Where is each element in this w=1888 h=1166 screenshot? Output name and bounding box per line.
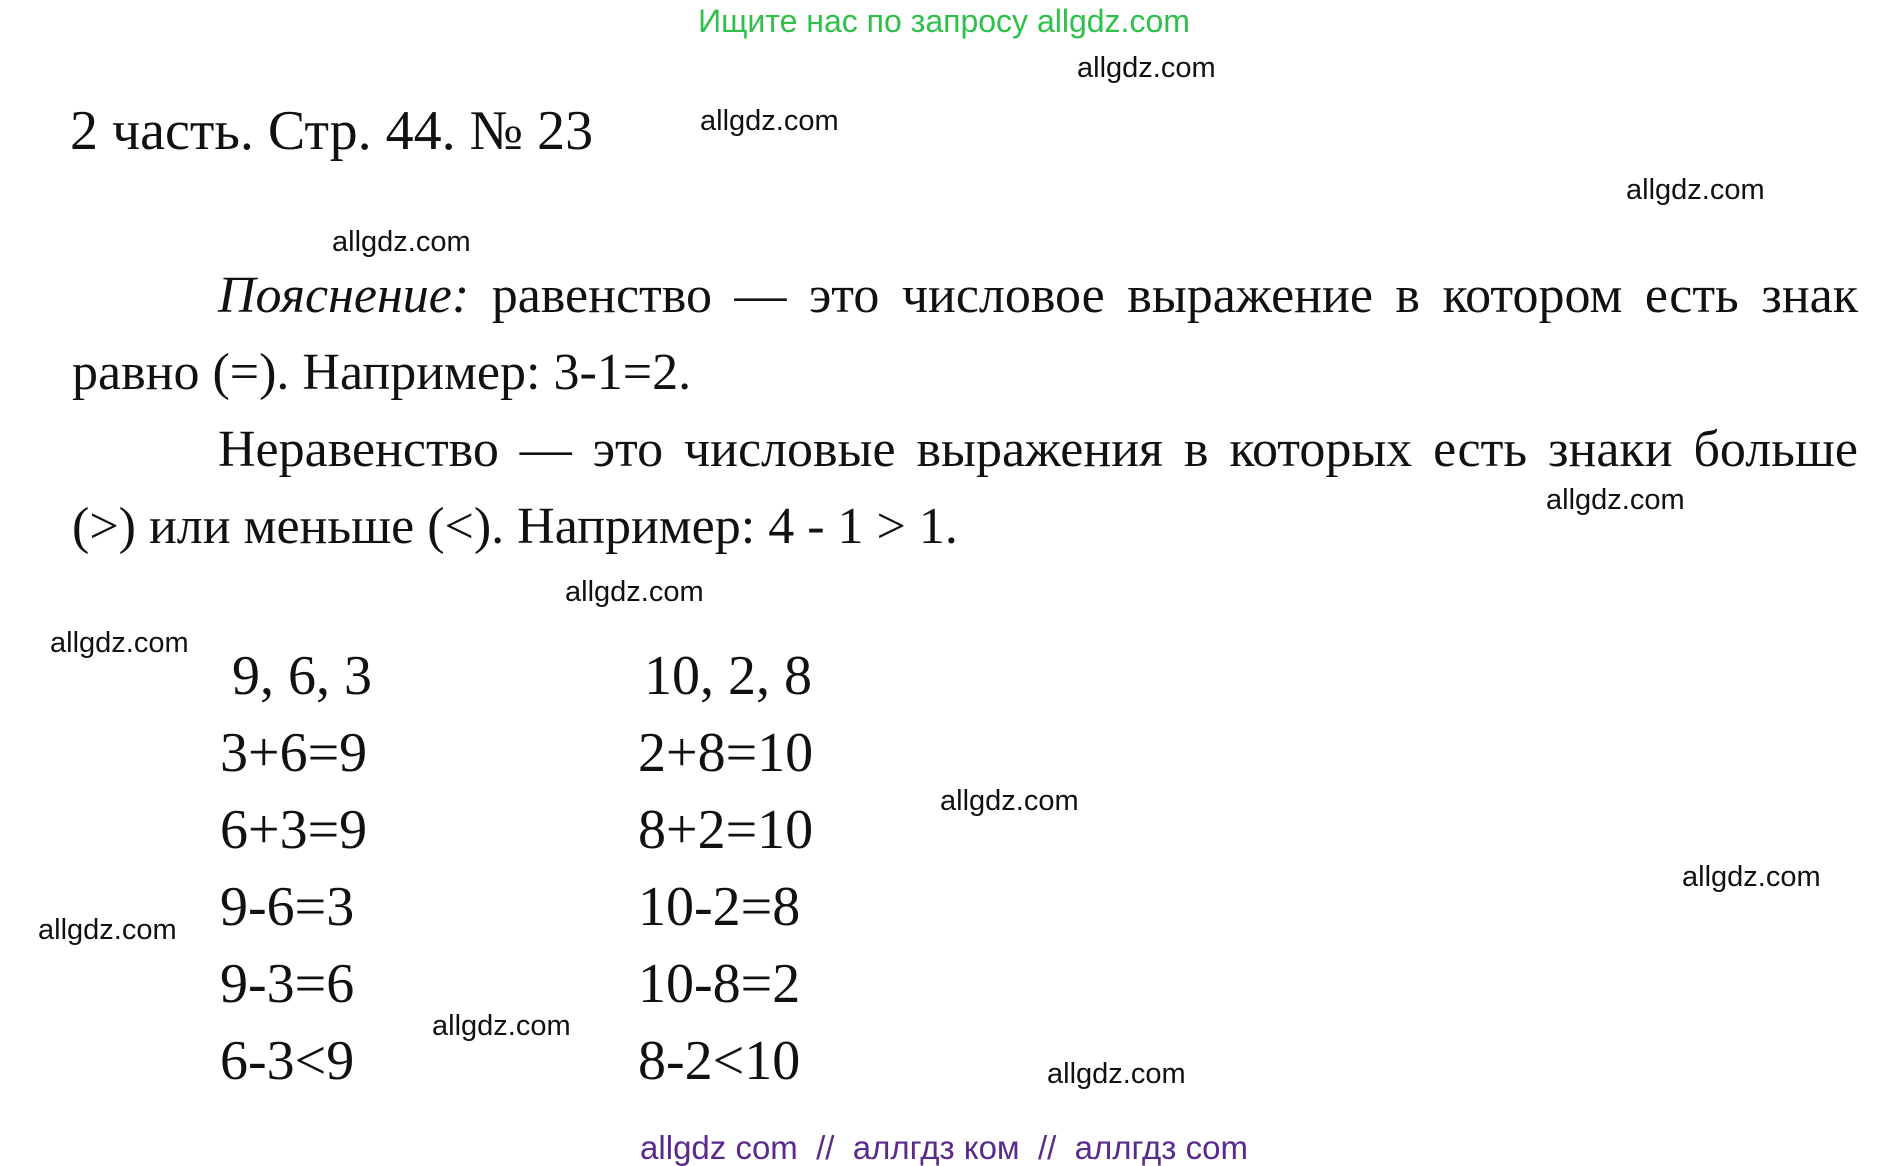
equation-line: 2+8=10: [638, 722, 814, 784]
bottom-banner: allgdz com // аллгдз ком // аллгдз com: [640, 1129, 1248, 1166]
equation-line: 10-2=8: [638, 876, 801, 938]
inequality-line: 6-3<9: [220, 1030, 355, 1092]
watermark: allgdz.com: [38, 914, 177, 946]
page-title: 2 часть. Стр. 44. № 23: [70, 100, 594, 162]
watermark: allgdz.com: [1047, 1058, 1186, 1090]
watermark: allgdz.com: [940, 785, 1079, 817]
explanation-label: Пояснение:: [218, 267, 470, 324]
watermark: allgdz.com: [432, 1010, 571, 1042]
equation-line: 6+3=9: [220, 799, 368, 861]
watermark: allgdz.com: [700, 105, 839, 137]
equation-line: 9-6=3: [220, 876, 355, 938]
watermark: allgdz.com: [565, 576, 704, 608]
equation-line: 8+2=10: [638, 799, 814, 861]
top-banner: Ищите нас по запросу allgdz.com: [698, 3, 1190, 39]
column-1-header: 9, 6, 3: [232, 645, 372, 707]
equation-line: 9-3=6: [220, 953, 355, 1015]
watermark: allgdz.com: [50, 627, 189, 659]
watermark: allgdz.com: [1077, 52, 1216, 84]
inequality-paragraph: Неравенство — это числовые выражения в которых есть знаки больше (>) или меньше (<). Например: 4 - 1 > 1.: [72, 421, 1858, 555]
equation-line: 10-8=2: [638, 953, 801, 1015]
watermark: allgdz.com: [332, 226, 471, 258]
explanation-paragraph: [72, 257, 1858, 411]
equation-line: 3+6=9: [220, 722, 368, 784]
inequality-line: 8-2<10: [638, 1030, 801, 1092]
column-1: [220, 638, 372, 1100]
column-2: [638, 638, 813, 1100]
watermark: allgdz.com: [1626, 174, 1765, 206]
explanation-text: равенство — это числовое выражение в котором есть знак равно (=). Например: 3-1=2.: [72, 267, 1858, 401]
column-2-header: 10, 2, 8: [644, 645, 812, 707]
watermark: allgdz.com: [1546, 484, 1685, 516]
watermark: allgdz.com: [1682, 861, 1821, 893]
